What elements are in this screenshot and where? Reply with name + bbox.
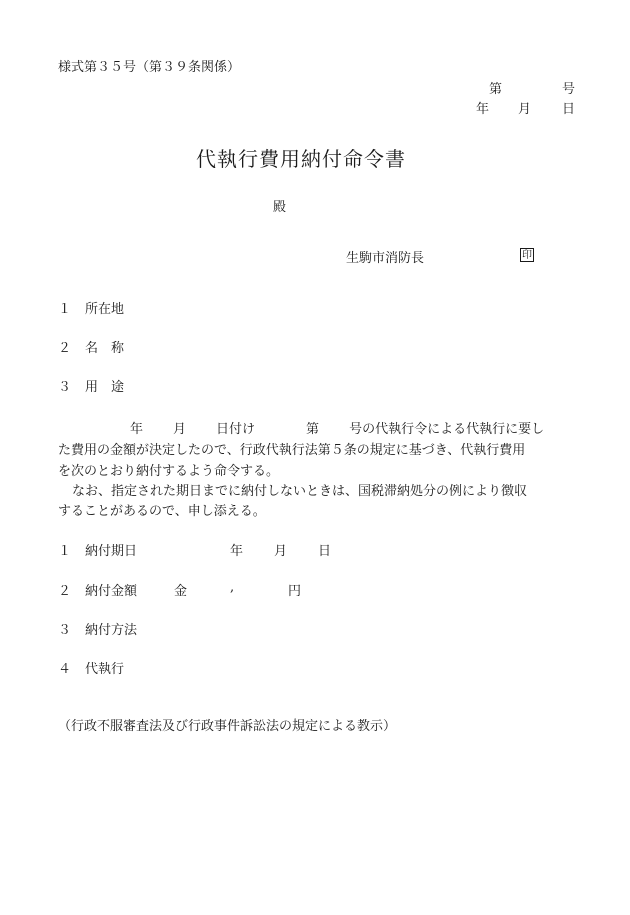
number-dai: 第 — [489, 82, 503, 97]
addressee-dono: 殿 — [273, 200, 287, 215]
body-line-3: を次のとおり納付するよう命令する。 — [58, 464, 280, 479]
body-line-2: た費用の金額が決定したので、行政代執行法第５条の規定に基づき、代執行費用 — [58, 443, 526, 458]
subject-item-use — [58, 376, 124, 395]
payment-amount-kin: 金 — [174, 584, 188, 599]
body-line-4: なお、指定された期日までに納付しないときは、国税滞納処分の例により徴収 — [72, 484, 528, 499]
subject-item-location — [58, 298, 124, 317]
subject-label: 用 途 — [85, 380, 125, 395]
subject-num: ３ — [58, 380, 72, 395]
date-day: 日 — [562, 102, 576, 117]
payment-due-day: 日 — [318, 544, 332, 559]
payment-amount-comma: , — [230, 580, 235, 595]
payment-executor: ４ 代執行 — [58, 662, 125, 677]
payment-due-year: 年 — [230, 544, 244, 559]
subject-num: １ — [58, 302, 72, 317]
subject-label: 名 称 — [85, 341, 125, 356]
body-line-1: 年 月 日付け 第 号の代執行令による代執行に要し — [130, 422, 545, 437]
form-number: 様式第３５号（第３９条関係） — [58, 60, 241, 75]
payment-amount: ２ 納付金額 — [58, 584, 138, 599]
document-title: 代執行費用納付命令書 — [196, 147, 406, 171]
number-go: 号 — [562, 82, 576, 97]
body-line-5: することがあるので、申し添える。 — [58, 504, 266, 519]
date-month: 月 — [518, 102, 532, 117]
payment-method: ３ 納付方法 — [58, 623, 138, 638]
subject-label: 所在地 — [85, 302, 125, 317]
payment-amount-yen: 円 — [288, 584, 302, 599]
payment-due-month: 月 — [274, 544, 288, 559]
seal-stamp: 印 — [522, 250, 532, 261]
appeal-notice: （行政不服審査法及び行政事件訴訟法の規定による教示） — [58, 719, 397, 734]
subject-item-name — [58, 337, 124, 356]
subject-num: ２ — [58, 341, 72, 356]
date-year: 年 — [476, 102, 490, 117]
issuer-name: 生駒市消防長 — [346, 251, 425, 266]
payment-due-date: １ 納付期日 — [58, 544, 138, 559]
